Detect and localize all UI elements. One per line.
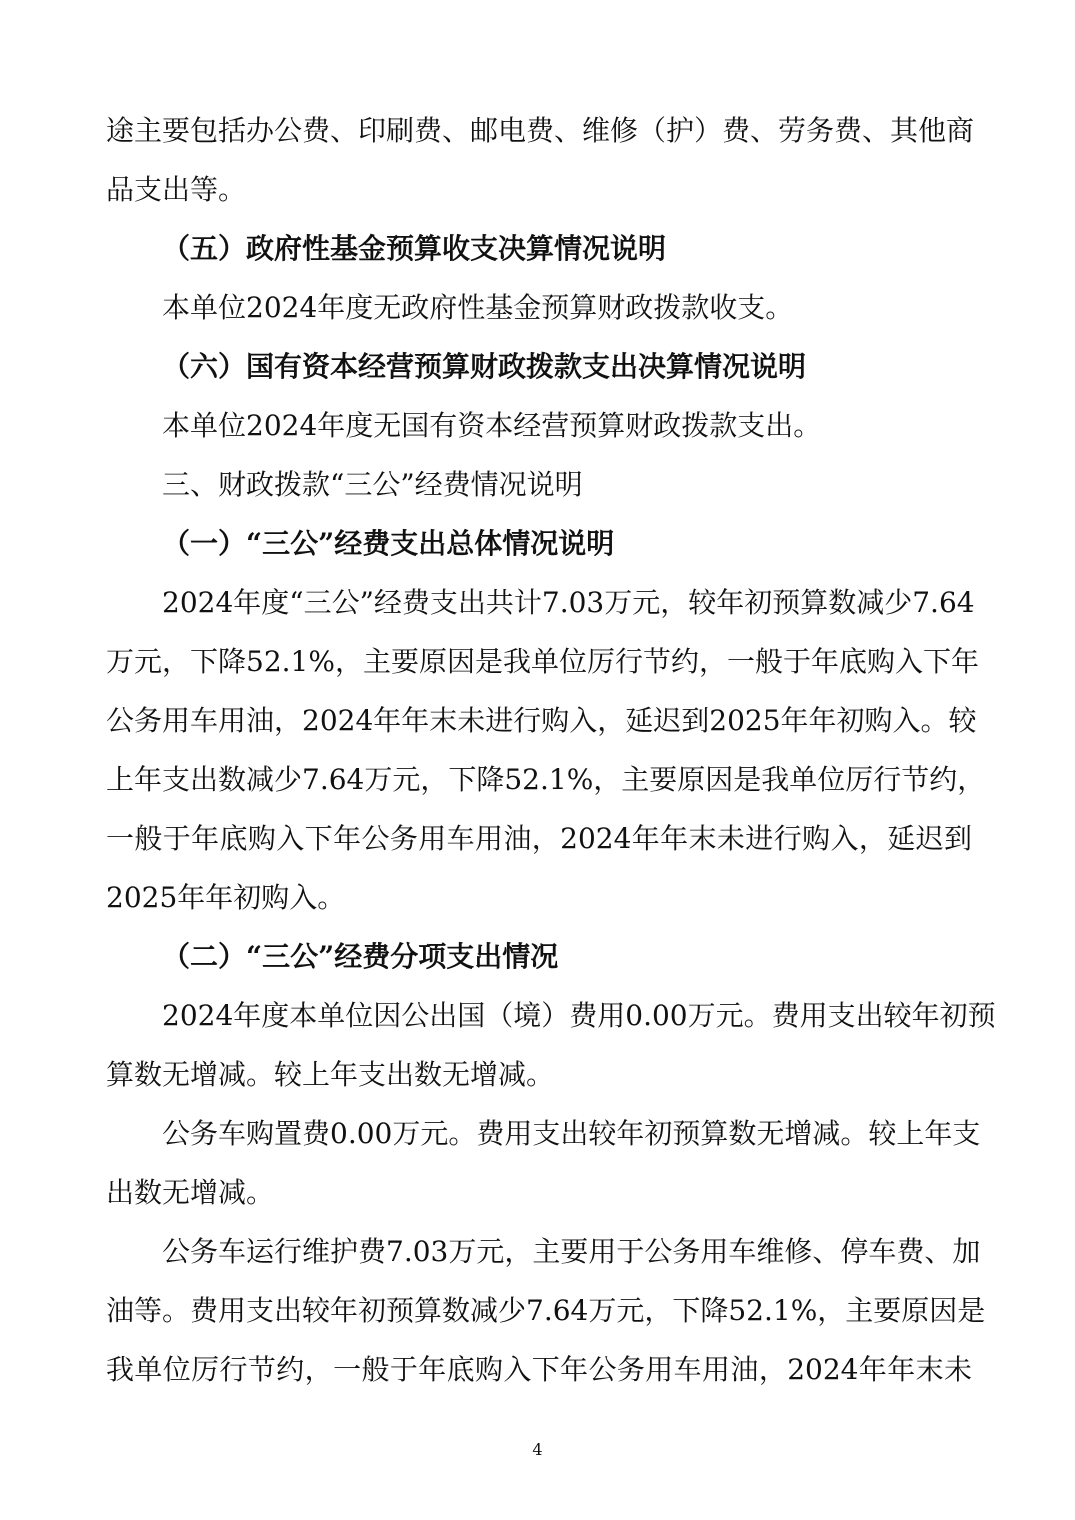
- body-text-line: 本单位2024年度无国有资本经营预算财政拨款支出。: [162, 409, 822, 442]
- chapter-heading: 三、财政拨款“三公”经费情况说明: [162, 468, 583, 501]
- body-text-line: 本单位2024年度无政府性基金预算财政拨款收支。: [162, 291, 794, 324]
- section-heading: （五）政府性基金预算收支决算情况说明: [162, 232, 667, 265]
- body-text-line: 品支出等。: [106, 173, 247, 206]
- body-text-line: 出数无增减。: [106, 1176, 275, 1209]
- section-heading: （一）“三公”经费支出总体情况说明: [162, 527, 615, 560]
- page-number: 4: [532, 1440, 543, 1459]
- body-text-line: 上年支出数减少7.64万元，下降52.1%，主要原因是我单位厉行节约，: [106, 763, 986, 796]
- body-text-line: 公务车购置费0.00万元。费用支出较年初预算数无增减。较上年支: [162, 1117, 981, 1150]
- body-text-line: 我单位厉行节约，一般于年底购入下年公务用车用油，2024年年末未: [106, 1353, 972, 1386]
- body-text-line: 算数无增减。较上年支出数无增减。: [106, 1058, 555, 1091]
- body-text-line: 途主要包括办公费、印刷费、邮电费、维修（护）费、劳务费、其他商: [106, 114, 975, 147]
- body-text-line: 万元，下降52.1%，主要原因是我单位厉行节约，一般于年底购入下年: [106, 645, 979, 678]
- section-heading: （六）国有资本经营预算财政拨款支出决算情况说明: [162, 350, 807, 383]
- body-text-line: 公务用车用油，2024年年末未进行购入，延迟到2025年年初购入。较: [106, 704, 977, 737]
- body-text-line: 油等。费用支出较年初预算数减少7.64万元，下降52.1%，主要原因是: [106, 1294, 986, 1327]
- body-text-line: 公务车运行维护费7.03万元，主要用于公务用车维修、停车费、加: [162, 1235, 981, 1268]
- body-text-line: 2024年度“三公”经费支出共计7.03万元，较年初预算数减少7.64: [162, 586, 975, 619]
- body-text-line: 2025年年初购入。: [106, 881, 346, 914]
- body-text-line: 2024年度本单位因公出国（境）费用0.00万元。费用支出较年初预: [162, 999, 996, 1032]
- body-text-line: 一般于年底购入下年公务用车用油，2024年年末未进行购入，延迟到: [106, 822, 972, 855]
- section-heading: （二）“三公”经费分项支出情况: [162, 940, 559, 973]
